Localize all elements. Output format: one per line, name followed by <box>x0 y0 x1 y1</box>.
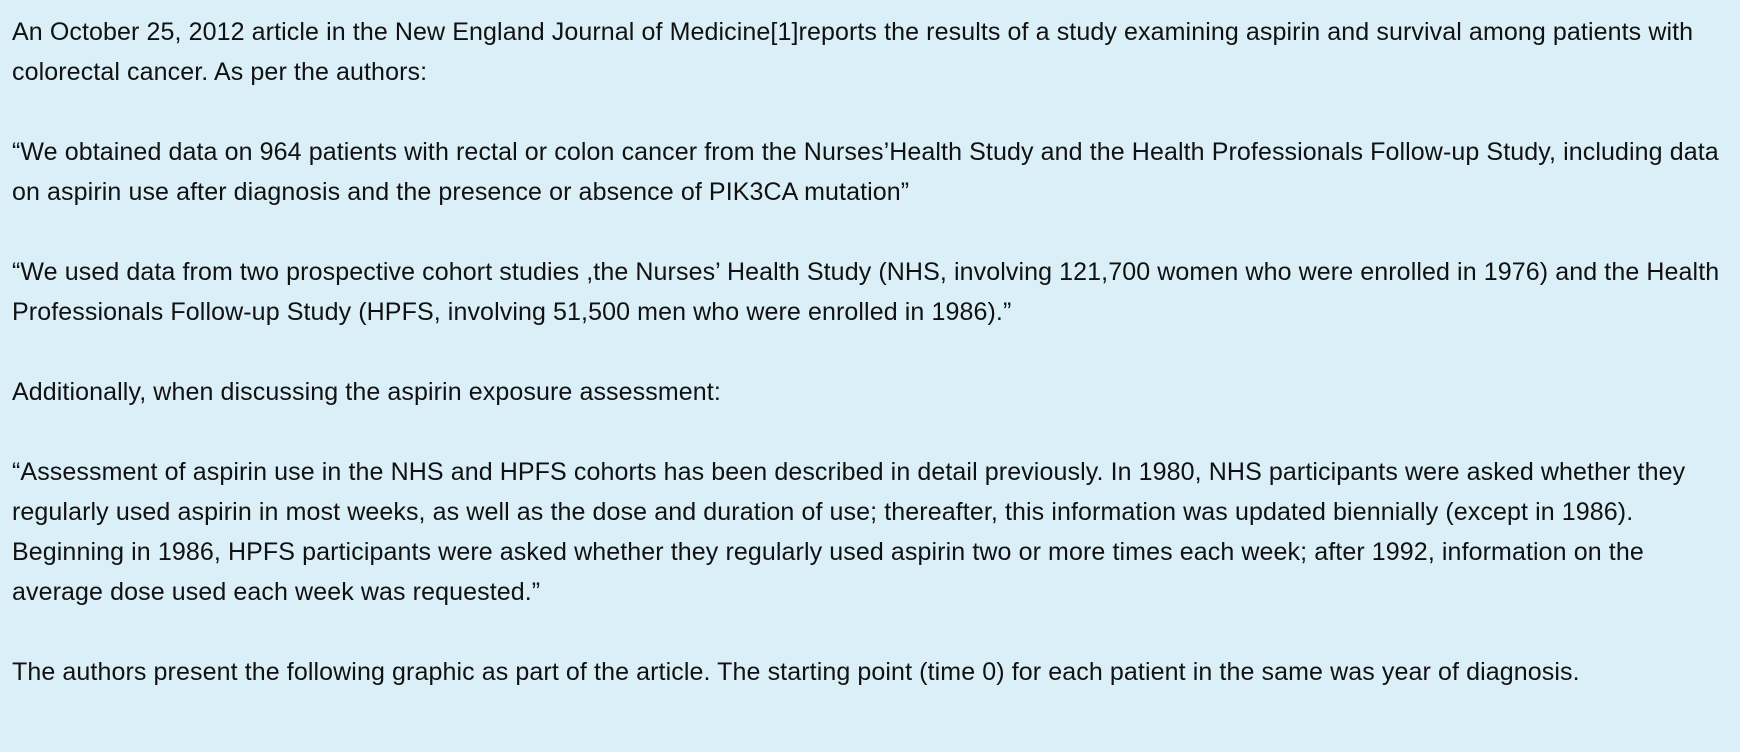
quote-patients-paragraph: “We obtained data on 964 patients with rectal or colon cancer from the Nurses’Health Study and the Health Professionals Follow-up Study, including data on aspirin use after diagnosis and the presence or absence of PIK3CA mutation” <box>12 138 1719 206</box>
exposure-intro-paragraph: Additionally, when discussing the aspirin exposure assessment: <box>12 378 721 406</box>
quote-assessment-paragraph: “Assessment of aspirin use in the NHS and HPFS cohorts has been described in detail previously. In 1980, NHS participants were asked whether they regularly used aspirin in most weeks, as well as the dose and duration of use; thereafter, this information was updated biennially (except in 1986). Beginning in 1986, HPFS participants were asked whether they regularly used aspirin two or more times each week; after 1992, information on the average dose used each week was requested.” <box>12 458 1686 606</box>
quote-cohorts-paragraph: “We used data from two prospective cohort studies ,the Nurses’ Health Study (NHS, involving 121,700 women who were enrolled in 1976) and the Health Professionals Follow-up Study (HPFS, involving 51,500 men who were enrolled in 1986).” <box>12 258 1720 326</box>
graphic-intro-paragraph: The authors present the following graphic as part of the article. The starting point (time 0) for each patient in the same was year of diagnosis. <box>12 658 1580 686</box>
intro-paragraph: An October 25, 2012 article in the New England Journal of Medicine[1]reports the results of a study examining aspirin and survival among patients with colorectal cancer. As per the authors: <box>12 18 1694 86</box>
